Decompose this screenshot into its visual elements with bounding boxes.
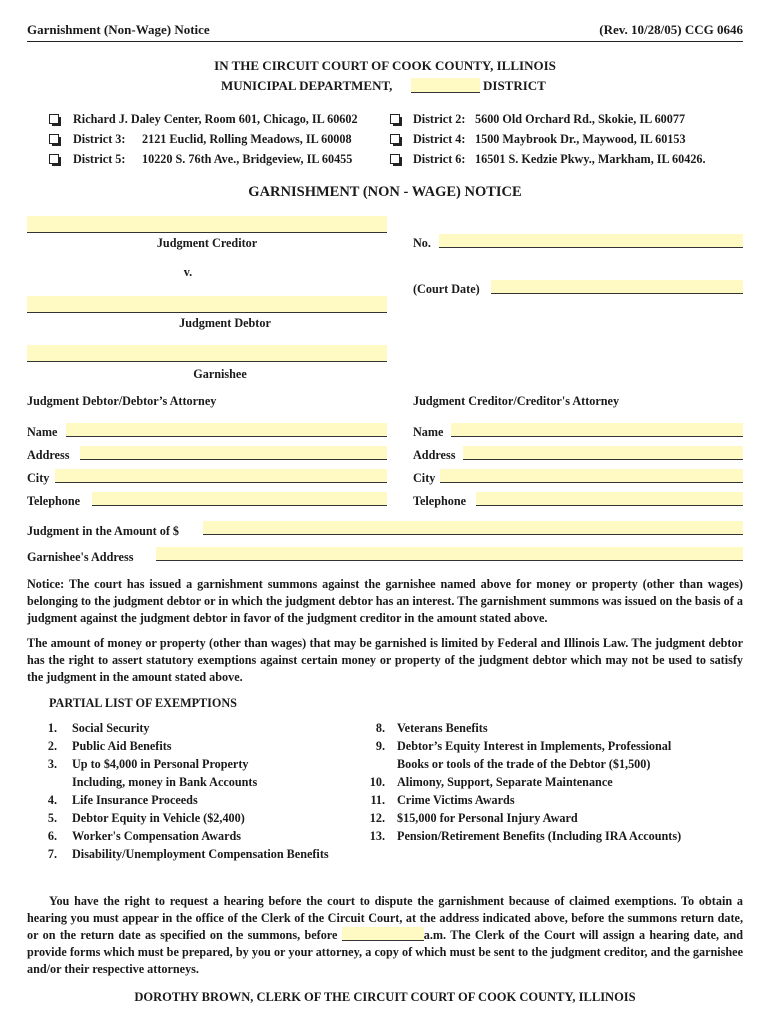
limit-paragraph: The amount of money or property (other than wages) that may be garnished is limited by Federal and Illinois Law. The judgment debtor has the right to assert statutory exemptions against certain money or property of the judgment debtor which may not be used to satisfy the judgment in the amount stated above.	[27, 636, 743, 684]
debtor-telephone-label: Telephone	[27, 494, 81, 508]
district-6-label: District 6:	[413, 152, 466, 166]
exemption-item-continued: Including, money in Bank Accounts	[72, 775, 258, 789]
form-title: Garnishment (Non-Wage) Notice	[27, 22, 210, 37]
checkbox-district-3[interactable]	[49, 134, 59, 144]
garnishee-label: Garnishee	[193, 367, 247, 381]
exemptions-title: PARTIAL LIST OF EXEMPTIONS	[49, 696, 237, 710]
form-revision: (Rev. 10/28/05) CCG 0646	[599, 22, 743, 37]
district-3-label: District 3:	[73, 132, 126, 146]
case-number-field[interactable]	[439, 234, 743, 248]
district-4-label: District 4:	[413, 132, 466, 146]
court-date-label: (Court Date)	[413, 282, 480, 296]
creditor-address-field[interactable]	[463, 446, 743, 460]
debtor-city-label: City	[27, 471, 50, 485]
hearing-paragraph	[27, 893, 743, 978]
garnishee-address-field[interactable]	[156, 547, 743, 561]
judgment-creditor-label: Judgment Creditor	[156, 236, 258, 250]
exemption-number: 5.	[47, 811, 57, 825]
exemption-number: 12.	[369, 811, 385, 825]
exemption-item: Public Aid Benefits	[72, 739, 172, 753]
exemption-number: 7.	[47, 847, 57, 861]
exemption-item: $15,000 for Personal Injury Award	[397, 811, 578, 825]
district-daley-center: Richard J. Daley Center, Room 601, Chicago, IL 60602	[73, 112, 358, 126]
checkbox-district-6[interactable]	[390, 154, 400, 164]
checkbox-district-2[interactable]	[390, 114, 400, 124]
exemption-number: 6.	[47, 829, 57, 843]
exemption-number: 3.	[47, 757, 57, 771]
exemption-number: 11.	[370, 793, 385, 807]
hearing-text-part2: a.m. The Clerk of the Court will assign a hearing date, and provide forms which must be prepared, by you or your attorney, a copy of which must be sent to the judgment creditor, and the garnishee and/or their respective attorneys.	[27, 928, 744, 976]
debtor-address-label: Address	[27, 448, 70, 462]
debtor-name-label: Name	[27, 425, 58, 439]
exemption-item: Life Insurance Proceeds	[72, 793, 198, 807]
versus-label: v.	[183, 265, 193, 279]
checkbox-district-5[interactable]	[49, 154, 59, 164]
debtor-name-field[interactable]	[66, 423, 387, 437]
district-4-address: 1500 Maybrook Dr., Maywood, IL 60153	[475, 132, 686, 146]
exemption-item: Social Security	[72, 721, 150, 735]
district-2-address: 5600 Old Orchard Rd., Skokie, IL 60077	[475, 112, 686, 126]
exemption-number: 9.	[375, 739, 385, 753]
exemption-number: 1.	[47, 721, 57, 735]
creditor-name-label: Name	[413, 425, 444, 439]
court-date-field[interactable]	[491, 280, 743, 294]
exemption-number: 10.	[369, 775, 385, 789]
exemption-item: Up to $4,000 in Personal Property	[72, 757, 249, 771]
exemption-item: Disability/Unemployment Compensation Benefits	[72, 847, 329, 861]
exemption-item: Debtor’s Equity Interest in Implements, Professional	[397, 739, 672, 753]
department-label: MUNICIPAL DEPARTMENT,	[221, 78, 393, 93]
district-label: DISTRICT	[483, 78, 546, 93]
garnishee-field[interactable]	[27, 345, 387, 362]
judgment-amount-label: Judgment in the Amount of $	[27, 524, 180, 538]
exemption-item: Debtor Equity in Vehicle ($2,400)	[72, 811, 245, 825]
exemption-number: 13.	[369, 829, 385, 843]
checkbox-district-4[interactable]	[390, 134, 400, 144]
debtor-telephone-field[interactable]	[92, 492, 387, 506]
creditor-city-label: City	[413, 471, 436, 485]
exemption-item: Pension/Retirement Benefits (Including IRA Accounts)	[397, 829, 682, 843]
judgment-creditor-field[interactable]	[27, 216, 387, 233]
judgment-debtor-label: Judgment Debtor	[179, 316, 271, 330]
creditor-telephone-field[interactable]	[476, 492, 743, 506]
creditor-attorney-heading: Judgment Creditor/Creditor's Attorney	[413, 394, 620, 408]
district-5-address: 10220 S. 76th Ave., Bridgeview, IL 60455	[142, 152, 353, 166]
exemption-item-continued: Books or tools of the trade of the Debtor ($1,500)	[397, 757, 651, 771]
district-5-label: District 5:	[73, 152, 126, 166]
exemption-number: 8.	[375, 721, 385, 735]
exemption-item: Veterans Benefits	[397, 721, 488, 735]
notice-paragraph: Notice: The court has issued a garnishment summons against the garnishee named above for money or property (other than wages) belonging to the judgment debtor or in which the judgment debtor has an interest. The garnishment summons was issued on the basis of a judgment against the judgment debtor in favor of the judgment creditor in the amount stated above.	[27, 577, 743, 625]
exemption-item: Crime Victims Awards	[397, 793, 515, 807]
exemption-number: 2.	[47, 739, 57, 753]
garnishee-address-label: Garnishee's Address	[27, 550, 134, 564]
exemption-number: 4.	[47, 793, 57, 807]
hearing-text-part1: You have the right to request a hearing before the court to dispute the garnishment because of claimed exemptions. To obtain a hearing you must appear in the office of the Clerk of the Circuit Court, at the address indicated above, before the summons return date, or on the return date as specified on the summons, before	[27, 894, 743, 942]
hearing-time-field[interactable]	[342, 927, 424, 941]
judgment-debtor-field[interactable]	[27, 296, 387, 313]
checkbox-daley-center[interactable]	[49, 114, 59, 124]
debtor-address-field[interactable]	[80, 446, 387, 460]
debtor-attorney-heading: Judgment Debtor/Debtor’s Attorney	[27, 394, 217, 408]
judgment-amount-field[interactable]	[203, 521, 743, 535]
court-heading: IN THE CIRCUIT COURT OF COOK COUNTY, ILLINOIS	[214, 58, 556, 73]
district-6-address: 16501 S. Kedzie Pkwy., Markham, IL 60426.	[475, 152, 706, 166]
creditor-city-field[interactable]	[440, 469, 743, 483]
notice-title: GARNISHMENT (NON - WAGE) NOTICE	[248, 184, 522, 200]
district-3-address: 2121 Euclid, Rolling Meadows, IL 60008	[142, 132, 352, 146]
creditor-telephone-label: Telephone	[413, 494, 467, 508]
creditor-address-label: Address	[413, 448, 456, 462]
exemption-item: Worker's Compensation Awards	[72, 829, 242, 843]
header-rule	[27, 41, 743, 42]
creditor-name-field[interactable]	[451, 423, 743, 437]
case-number-label: No.	[413, 236, 431, 250]
district-number-field[interactable]	[411, 78, 480, 93]
debtor-city-field[interactable]	[55, 469, 387, 483]
exemption-item: Alimony, Support, Separate Maintenance	[397, 775, 613, 789]
district-2-label: District 2:	[413, 112, 466, 126]
clerk-footer: DOROTHY BROWN, CLERK OF THE CIRCUIT COURT OF COOK COUNTY, ILLINOIS	[134, 990, 636, 1004]
